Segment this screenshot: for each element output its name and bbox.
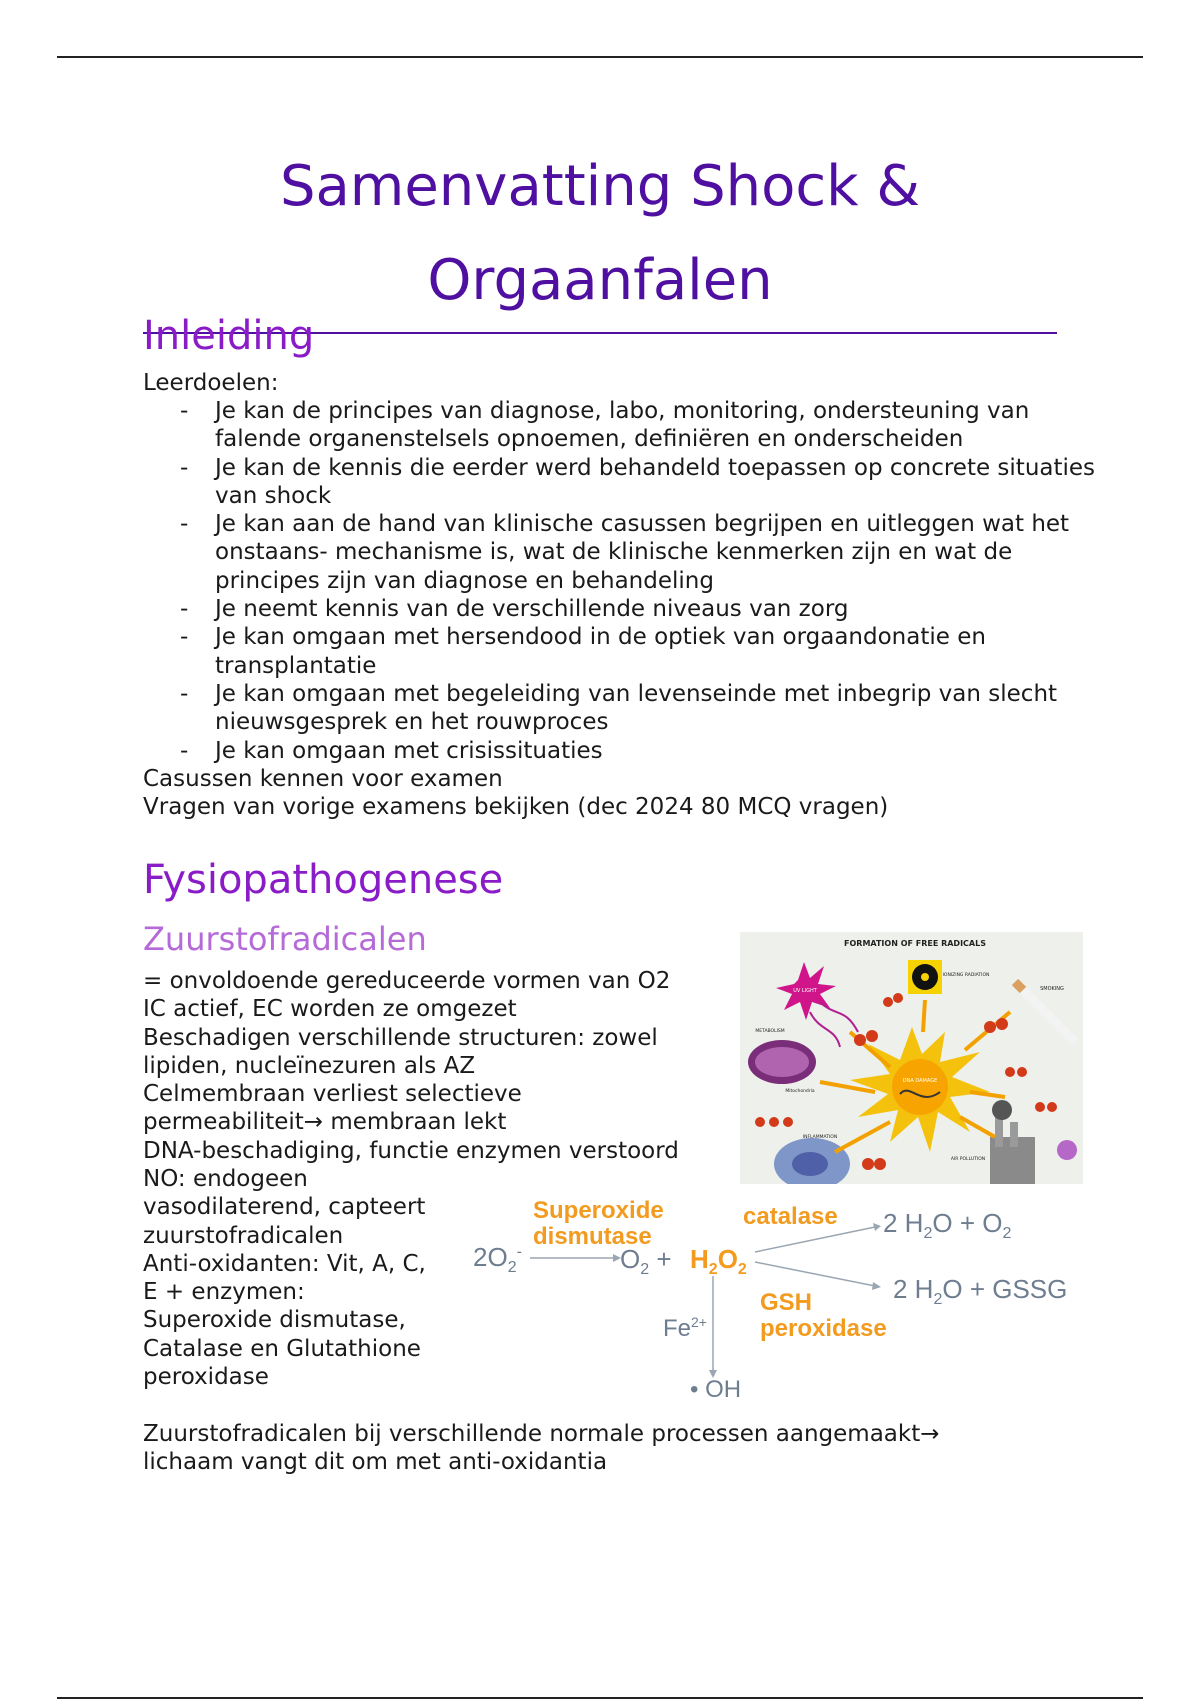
leerdoelen-label: Leerdoelen: bbox=[143, 370, 279, 396]
closing-line-1: Zuurstofradicalen bij verschillende normale processen aangemaakt→ bbox=[143, 1421, 940, 1447]
catalase-label: catalase bbox=[743, 1203, 838, 1230]
svg-text:IONIZING RADIATION: IONIZING RADIATION bbox=[942, 973, 990, 978]
product-oxygen: $O_2$ + bbox=[620, 1244, 672, 1279]
svg-text:UV LIGHT: UV LIGHT bbox=[793, 988, 817, 994]
note-examens: Vragen van vorige examens bekijken (dec 2024 80 MCQ vragen) bbox=[143, 794, 889, 820]
list-item: - Je neemt kennis van de verschillende niveaus van zorg bbox=[143, 595, 1103, 623]
radicals-text-narrow bbox=[143, 1165, 463, 1391]
text-line: Catalase en Glutathione bbox=[143, 1335, 421, 1362]
text-line: Anti-oxidanten: Vit, A, C, bbox=[143, 1250, 426, 1277]
svg-text:INFLAMMATION: INFLAMMATION bbox=[802, 1135, 838, 1140]
text-line: lipiden, nucleïnezuren als AZ bbox=[143, 1052, 476, 1079]
heading-inleiding: Inleiding bbox=[143, 313, 315, 359]
catalase-product: 2 $H_2O + O_2$ bbox=[883, 1208, 1012, 1243]
hydroxyl-radical: • OH bbox=[690, 1376, 742, 1403]
free-radicals-figure bbox=[740, 932, 1083, 1184]
text-line: IC actief, EC worden ze omgezet bbox=[143, 996, 517, 1023]
antioxidant-reaction-diagram bbox=[465, 1190, 1085, 1410]
gsh-peroxidase-label: GSH peroxidase bbox=[760, 1289, 887, 1342]
top-rule bbox=[57, 56, 1143, 58]
closing-line-2: lichaam vangt dit om met anti-oxidantia bbox=[143, 1449, 608, 1475]
text-line: Celmembraan verliest selectieve bbox=[143, 1081, 522, 1108]
radicals-text-wide bbox=[143, 967, 713, 1165]
learning-goals-list bbox=[143, 397, 1103, 765]
svg-text:SMOKING: SMOKING bbox=[1040, 986, 1064, 992]
svg-text:METABOLISM: METABOLISM bbox=[755, 1029, 785, 1034]
svg-text:Mitochondria: Mitochondria bbox=[785, 1089, 815, 1094]
text-line: permeabiliteit→ membraan lekt bbox=[143, 1109, 507, 1136]
list-item: - Je kan de kennis die eerder werd behandeld toepassen op concrete situaties van shock bbox=[143, 454, 1103, 511]
hydrogen-peroxide: $H_2O_2$ bbox=[690, 1244, 747, 1279]
text-line: Superoxide dismutase, bbox=[143, 1307, 406, 1334]
reactant-superoxide: $2O_2^-$ bbox=[473, 1242, 522, 1277]
heading-fysiopathogenese: Fysiopathogenese bbox=[143, 857, 504, 903]
list-item: - Je kan omgaan met begeleiding van levenseinde met inbegrip van slecht nieuwsgesprek en het rouwproces bbox=[143, 680, 1103, 737]
superoxide-dismutase-label: Superoxide dismutase bbox=[533, 1197, 664, 1250]
note-casussen: Casussen kennen voor examen bbox=[143, 766, 503, 792]
svg-text:AIR POLLUTION: AIR POLLUTION bbox=[950, 1157, 986, 1162]
figure-title: FORMATION OF FREE RADICALS bbox=[844, 939, 986, 948]
svg-text:DNA DAMAGE: DNA DAMAGE bbox=[902, 1078, 938, 1084]
text-line: vasodilaterend, capteert bbox=[143, 1194, 426, 1221]
list-item: - Je kan de principes van diagnose, labo, monitoring, ondersteuning van falende organenstelsels opnoemen, definiëren en onderscheiden bbox=[143, 397, 1103, 454]
subheading-zuurstofradicalen: Zuurstofradicalen bbox=[143, 920, 427, 958]
text-line: DNA-beschadiging, functie enzymen verstoord bbox=[143, 1137, 679, 1164]
iron-catalyst: $Fe^{2+}$ bbox=[663, 1314, 707, 1342]
list-item: - Je kan aan de hand van klinische casussen begrijpen en uitleggen wat het onstaans- mechanisme is, wat de klinische kenmerken zijn en wat de principes zijn van diagnose en behandeling bbox=[143, 510, 1103, 595]
list-item: - Je kan omgaan met hersendood in de optiek van orgaandonatie en transplantatie bbox=[143, 623, 1103, 680]
bottom-rule bbox=[57, 1697, 1143, 1699]
text-line: Beschadigen verschillende structuren: zowel bbox=[143, 1024, 658, 1051]
text-line: E + enzymen: bbox=[143, 1279, 305, 1306]
text-line: peroxidase bbox=[143, 1364, 269, 1391]
gsh-product: 2 $H_2O$ + GSSG bbox=[893, 1274, 1068, 1309]
document-title: Samenvatting Shock & Orgaanfalen bbox=[143, 140, 1057, 334]
text-line: = onvoldoende gereduceerde vormen van O2 bbox=[143, 968, 671, 994]
free-radicals-illustration bbox=[740, 932, 1083, 1184]
text-line: zuurstofradicalen bbox=[143, 1222, 344, 1249]
list-item: - Je kan omgaan met crisissituaties bbox=[143, 737, 1103, 765]
text-line: NO: endogeen bbox=[143, 1166, 308, 1192]
